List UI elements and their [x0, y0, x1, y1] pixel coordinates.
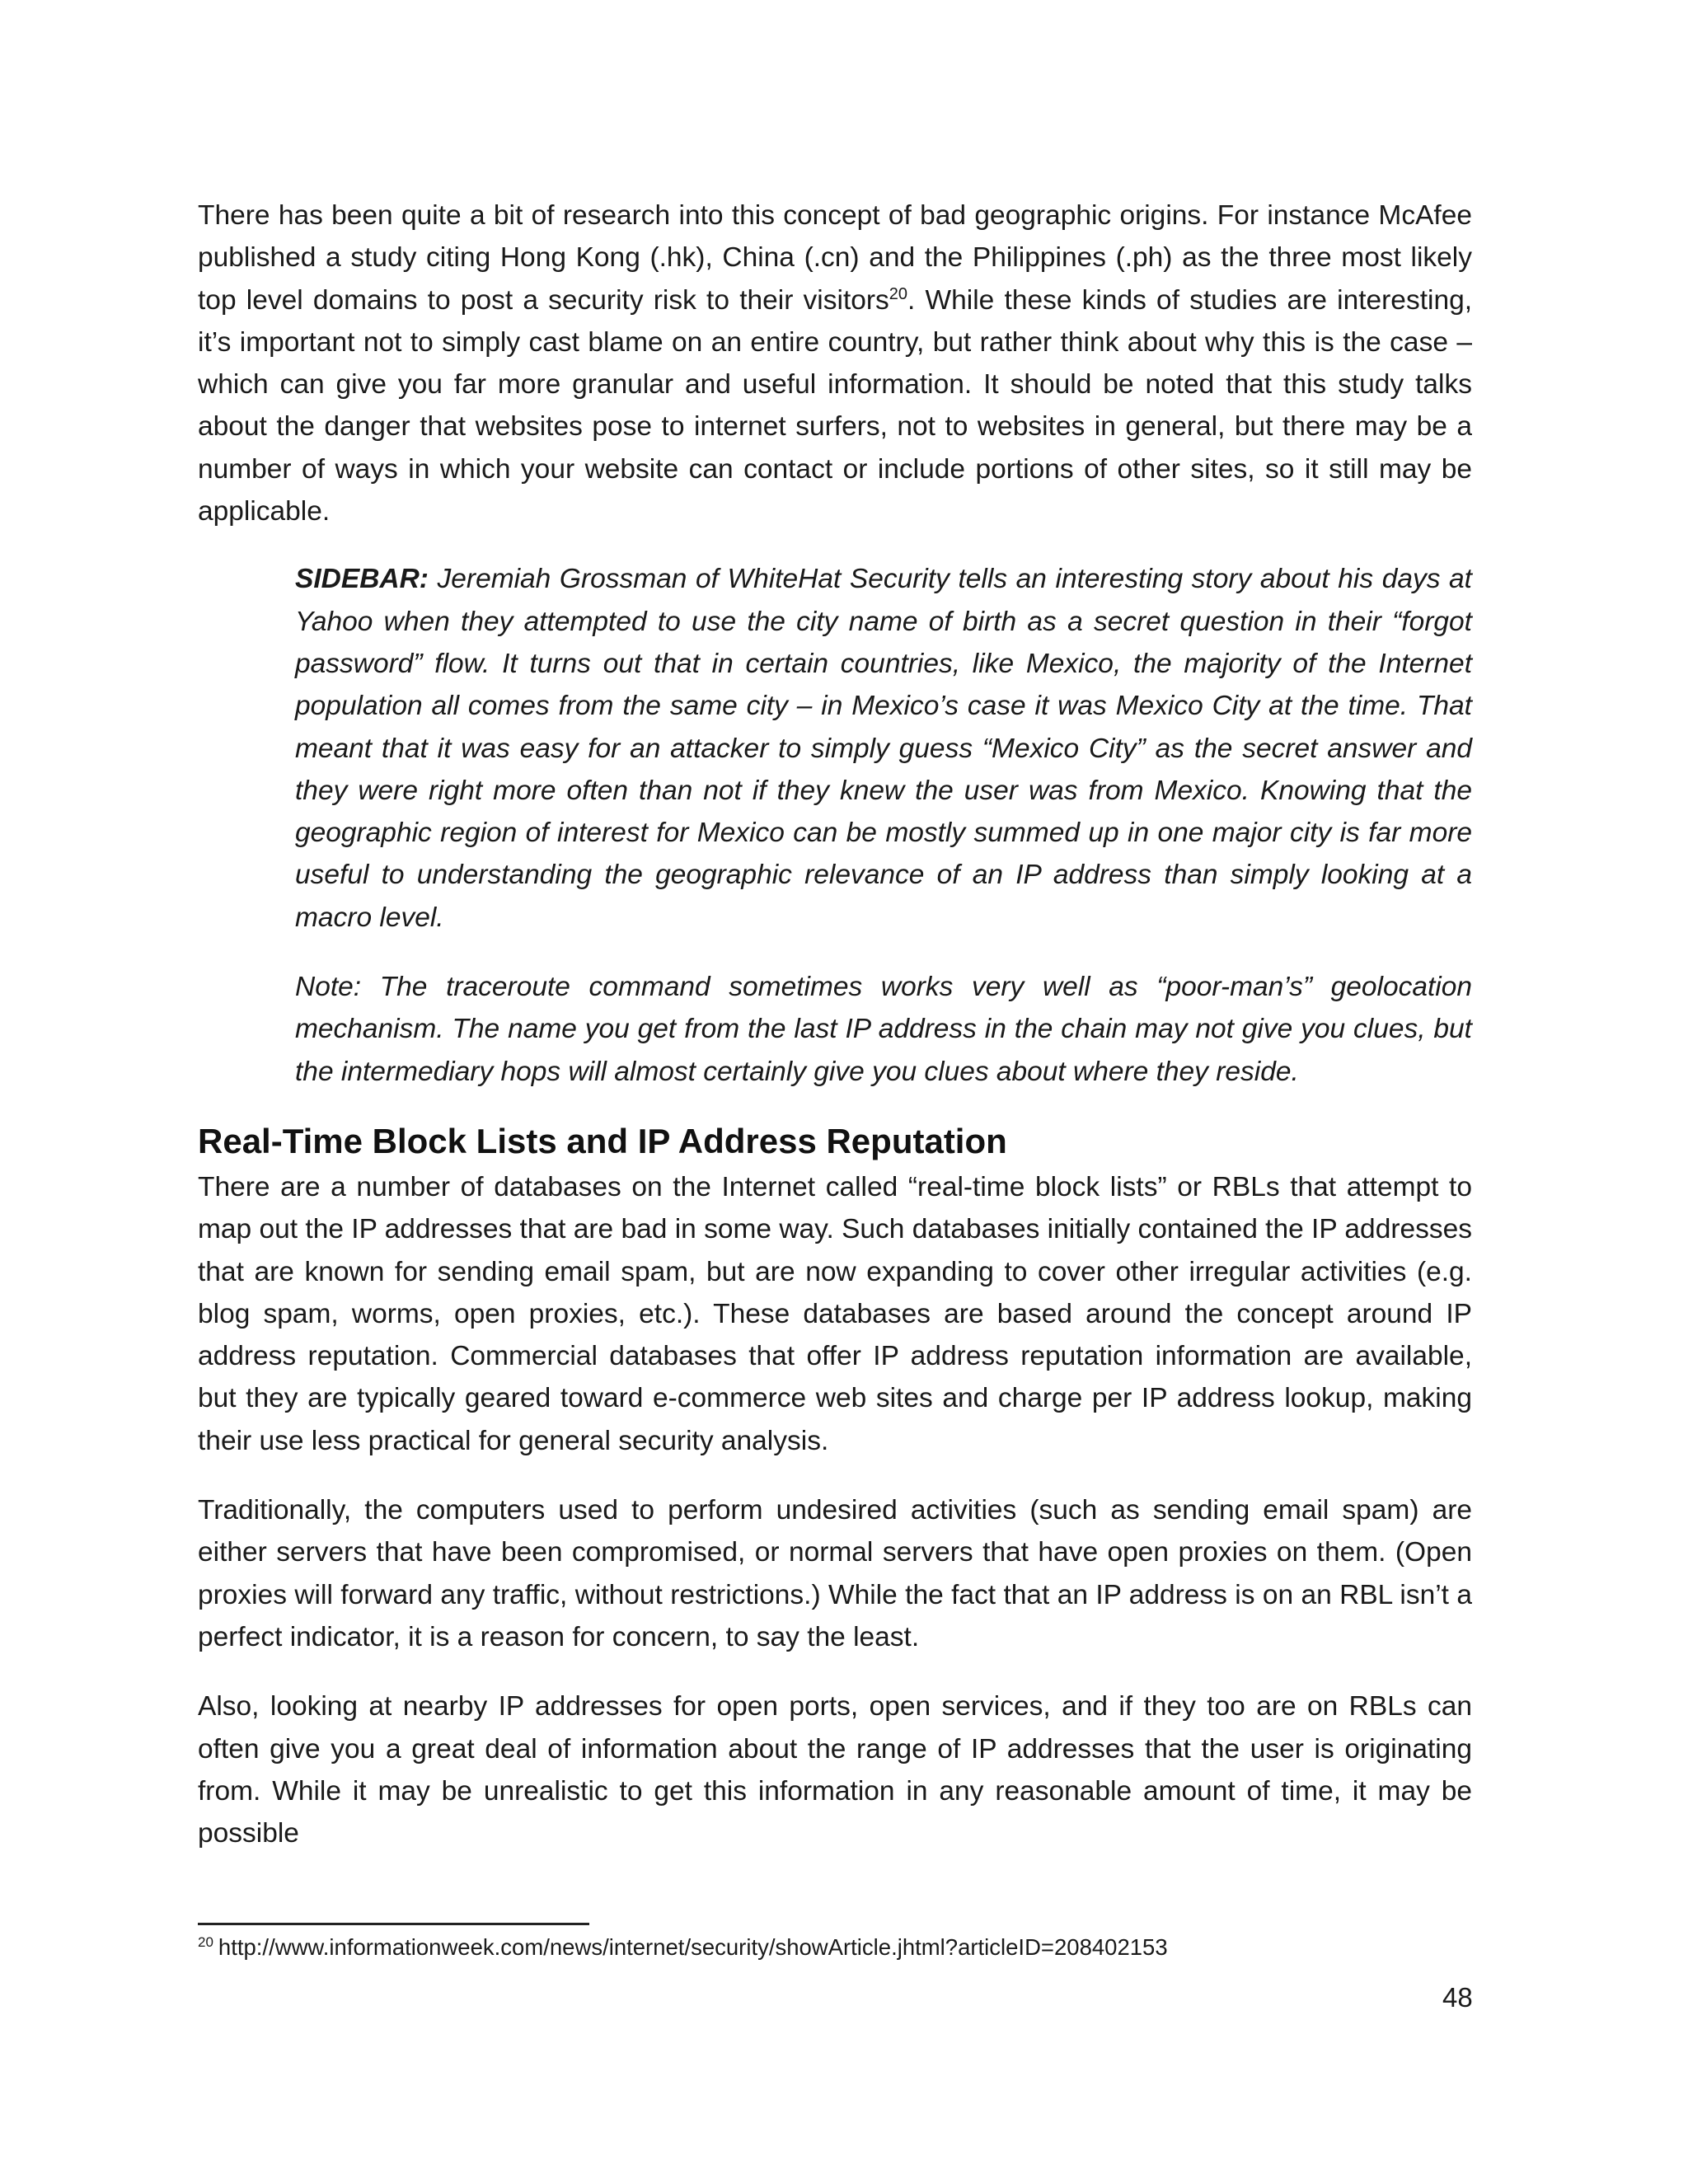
- section-paragraph: Traditionally, the computers used to perform undesired activities (such as sending email spam) are either servers that have been compromised, or normal servers that have open proxies on them. (Open proxies will forward any traffic, without restrictions.) While the fact that an IP address is on an RBL isn’t a perfect indicator, it is a reason for concern, to say the least.: [198, 1495, 1472, 1652]
- section-paragraph: Also, looking at nearby IP addresses for open ports, open services, and if they too are on RBLs can often give you a great deal of information about the range of IP addresses that the user is originating from. While it may be unrealistic to get this information in any reasonable amount of time, it may be possible: [198, 1691, 1472, 1849]
- sidebar-text: Jeremiah Grossman of WhiteHat Security tells an interesting story about his days at Yahoo when they attempted to use the city name of birth as a secret question in their “forgot password” flow. It turns out that in certain countries, like Mexico, the majority of the Internet population all comes from the same city – in Mexico’s case it was Mexico City at the time. That meant that it was easy for an attacker to simply guess “Mexico City” as the secret answer and they were right more often than not if they knew the user was from Mexico. Knowing that the geographic region of interest for Mexico can be mostly summed up in one major city is far more useful to understanding the geographic relevance of an IP address than simply looking at a macro level.: [295, 564, 1472, 933]
- intro-paragraph: [198, 194, 1472, 532]
- intro-text-after-ref: . While these kinds of studies are interesting, it’s important not to simply cast blame on an entire country, but rather think about why this is the case – which can give you far more granular and useful information. It should be noted that this study talks about the danger that websites pose to internet surfers, not to websites in general, but there may be a number of ways in which your website can contact or include portions of other sites, so it still may be applicable.: [198, 284, 1473, 527]
- section-heading: Real-Time Block Lists and IP Address Reputation: [198, 1121, 1007, 1160]
- sidebar-note: Note: The traceroute command sometimes works very well as “poor-man’s” geolocation mechanism. The name you get from the last IP address in the chain may not give you clues, but the intermediary hops will almost certainly give you clues about where they reside.: [295, 972, 1472, 1087]
- sidebar-label: SIDEBAR:: [295, 564, 429, 595]
- footnote-link[interactable]: http://www.informationweek.com/news/internet/security/showArticle.jhtml?articleID=208402153: [218, 1934, 1168, 1960]
- section-paragraph: There are a number of databases on the Internet called “real-time block lists” or RBLs that attempt to map out the IP addresses that are bad in some way. Such databases initially contained the IP addresses that are known for sending email spam, but are now expanding to cover other irregular activities (e.g. blog spam, worms, open proxies, etc.). These databases are based around the concept around IP address reputation. Commercial databases that offer IP address reputation information are available, but they are typically geared toward e-commerce web sites and charge per IP address lookup, making their use less practical for general security analysis.: [198, 1171, 1472, 1456]
- page-body: [198, 194, 1472, 1854]
- sidebar-paragraph: [295, 558, 1472, 939]
- footnote-number: 20: [198, 1933, 213, 1950]
- page-number: 48: [1442, 1982, 1473, 2013]
- intro-text-before-ref: There has been quite a bit of research into this concept of bad geographic origins. For instance McAfee published a study citing Hong Kong (.hk), China (.cn) and the Philippines (.ph) as the three most likely top level domains to post a security risk to their visitors: [198, 200, 1472, 316]
- footnote-divider: [198, 1923, 589, 1925]
- sidebar-block: [295, 558, 1472, 1093]
- footnote: [198, 1931, 1168, 1964]
- footnote-reference[interactable]: 20: [889, 284, 908, 303]
